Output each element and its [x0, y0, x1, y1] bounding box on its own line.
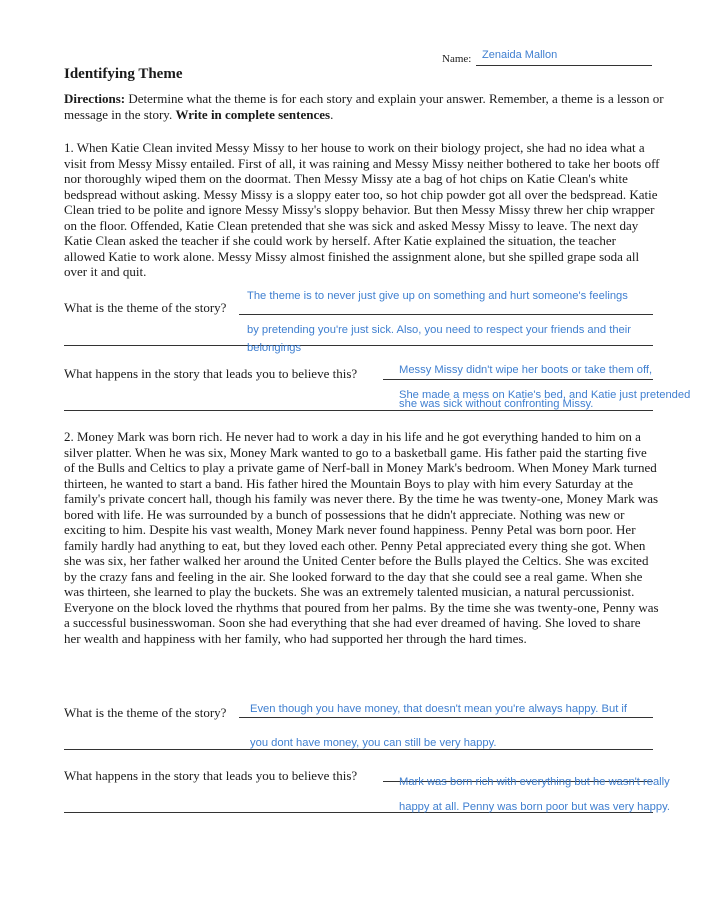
- name-value[interactable]: Zenaida Mallon: [482, 49, 558, 61]
- story-1-evidence-answer-2[interactable]: She made a mess on Katie's bed, and Katie just pretended: [399, 389, 691, 401]
- directions-text: Determine what the theme is for each story and explain your answer. Remember, a theme is a lesson or message in the story.: [64, 91, 664, 122]
- story-1-evidence-line-2: [64, 410, 653, 411]
- story-1-theme-line-1: [239, 314, 653, 315]
- story-1-theme-prompt: What is the theme of the story?: [64, 300, 227, 315]
- story-1-theme-answer-3[interactable]: belongings: [247, 342, 302, 354]
- story-2-text: 2. Money Mark was born rich. He never had to work a day in his life and he got everything handed to him on a silver platter. When he was six, Money Mark wanted to go to a basketball game. His father paid the starting five of the Bulls and Celtics to play a private game of Nerf-ball in Money Mark's bedroom. When Money Mark turned thirteen, he wanted to start a band. His father hired the Mountain Boys to play with him every Saturday at the family's private concert hall, though his family was never there. By the time he was twenty-one, Money Mark was bored with life. He was surrounded by a bunch of possessions that he didn't appreciate. Nothing was new or exciting to him. Despite his vast wealth, Money Mark never found happiness. Penny Petal was born poor. Her family hardly had anything to eat, but they loved each other. Penny Petal appreciated every thing she got. When she was six, her father walked her around the United Center before the Bulls played the Celtics. She was excited by the crazy fans and feeling in the air. She looked forward to the day that she could see a real game. When she was thirteen, she learned to play the buckets. She was an extremely talented musician, a natural percussionist. Everyone on the block loved the rhythms that poured from her palms. By the time she was twenty-one, Penny was a successful businesswoman. Soon she had everything that she had ever dreamed of having. She loved to share her wealth and happiness with her family, who had supported her through the hard times.: [64, 429, 659, 646]
- story-2-evidence-answer-2[interactable]: happy at all. Penny was born poor but was very happy.: [399, 801, 670, 813]
- story-2-theme-answer-1[interactable]: Even though you have money, that doesn't mean you're always happy. But if: [250, 703, 628, 715]
- name-line: [476, 65, 652, 66]
- story-1-evidence-answer-1[interactable]: Messy Missy didn't wipe her boots or take them off,: [399, 364, 653, 376]
- story-2-evidence-prompt: What happens in the story that leads you to believe this?: [64, 768, 358, 783]
- story-1-evidence-line-1: [383, 379, 653, 380]
- directions-label: Directions:: [64, 91, 126, 106]
- story-1-theme-line-2: [64, 345, 653, 346]
- directions-end: .: [330, 107, 334, 122]
- story-2-theme-line-1: [239, 717, 653, 718]
- story-2-theme-prompt: What is the theme of the story?: [64, 705, 227, 720]
- story-2-theme-answer-2[interactable]: you dont have money, you can still be very happy.: [250, 737, 497, 749]
- page-title: Identifying Theme: [64, 66, 183, 82]
- story-1-evidence-prompt: What happens in the story that leads you to believe this?: [64, 366, 358, 381]
- name-label: Name:: [442, 53, 472, 65]
- story-1-theme-answer-2[interactable]: by pretending you're just sick. Also, you need to respect your friends and their: [247, 324, 631, 336]
- directions-emphasis: Write in complete sentences: [175, 107, 331, 122]
- story-1-theme-answer-1[interactable]: The theme is to never just give up on something and hurt someone's feelings: [247, 290, 628, 302]
- story-2-evidence-answer-1[interactable]: Mark was born rich with everything but he wasn't really: [399, 776, 670, 788]
- directions: [64, 91, 664, 123]
- story-1-text: 1. When Katie Clean invited Messy Missy to her house to work on their biology project, she had no idea what a visit from Messy Missy entailed. First of all, it was raining and Messy Missy neither bothered to take her boots off nor thoroughly wiped them on the doormat. Then Messy Missy ate a bag of hot chips on Katie Clean's white bedspread without asking. Messy Missy is a sloppy eater too, so hot chip powder got all over the bedspread. Katie Clean tried to be polite and ignore Messy Missy's sloppy behavior. But then Messy Missy threw her chip wrapper on the floor. Offended, Katie Clean pretended that she was sick and asked Messy Missy to leave. The next day Katie Clean asked the teacher if she could work by herself. After Katie explained the situation, the teacher allowed Katie to work alone. Messy Missy almost finished the assignment alone, but she spilled grape soda all over it and quit.: [64, 140, 660, 279]
- story-1-evidence-answer-3[interactable]: she was sick without confronting Missy.: [399, 398, 594, 410]
- story-2-theme-line-2: [64, 749, 653, 750]
